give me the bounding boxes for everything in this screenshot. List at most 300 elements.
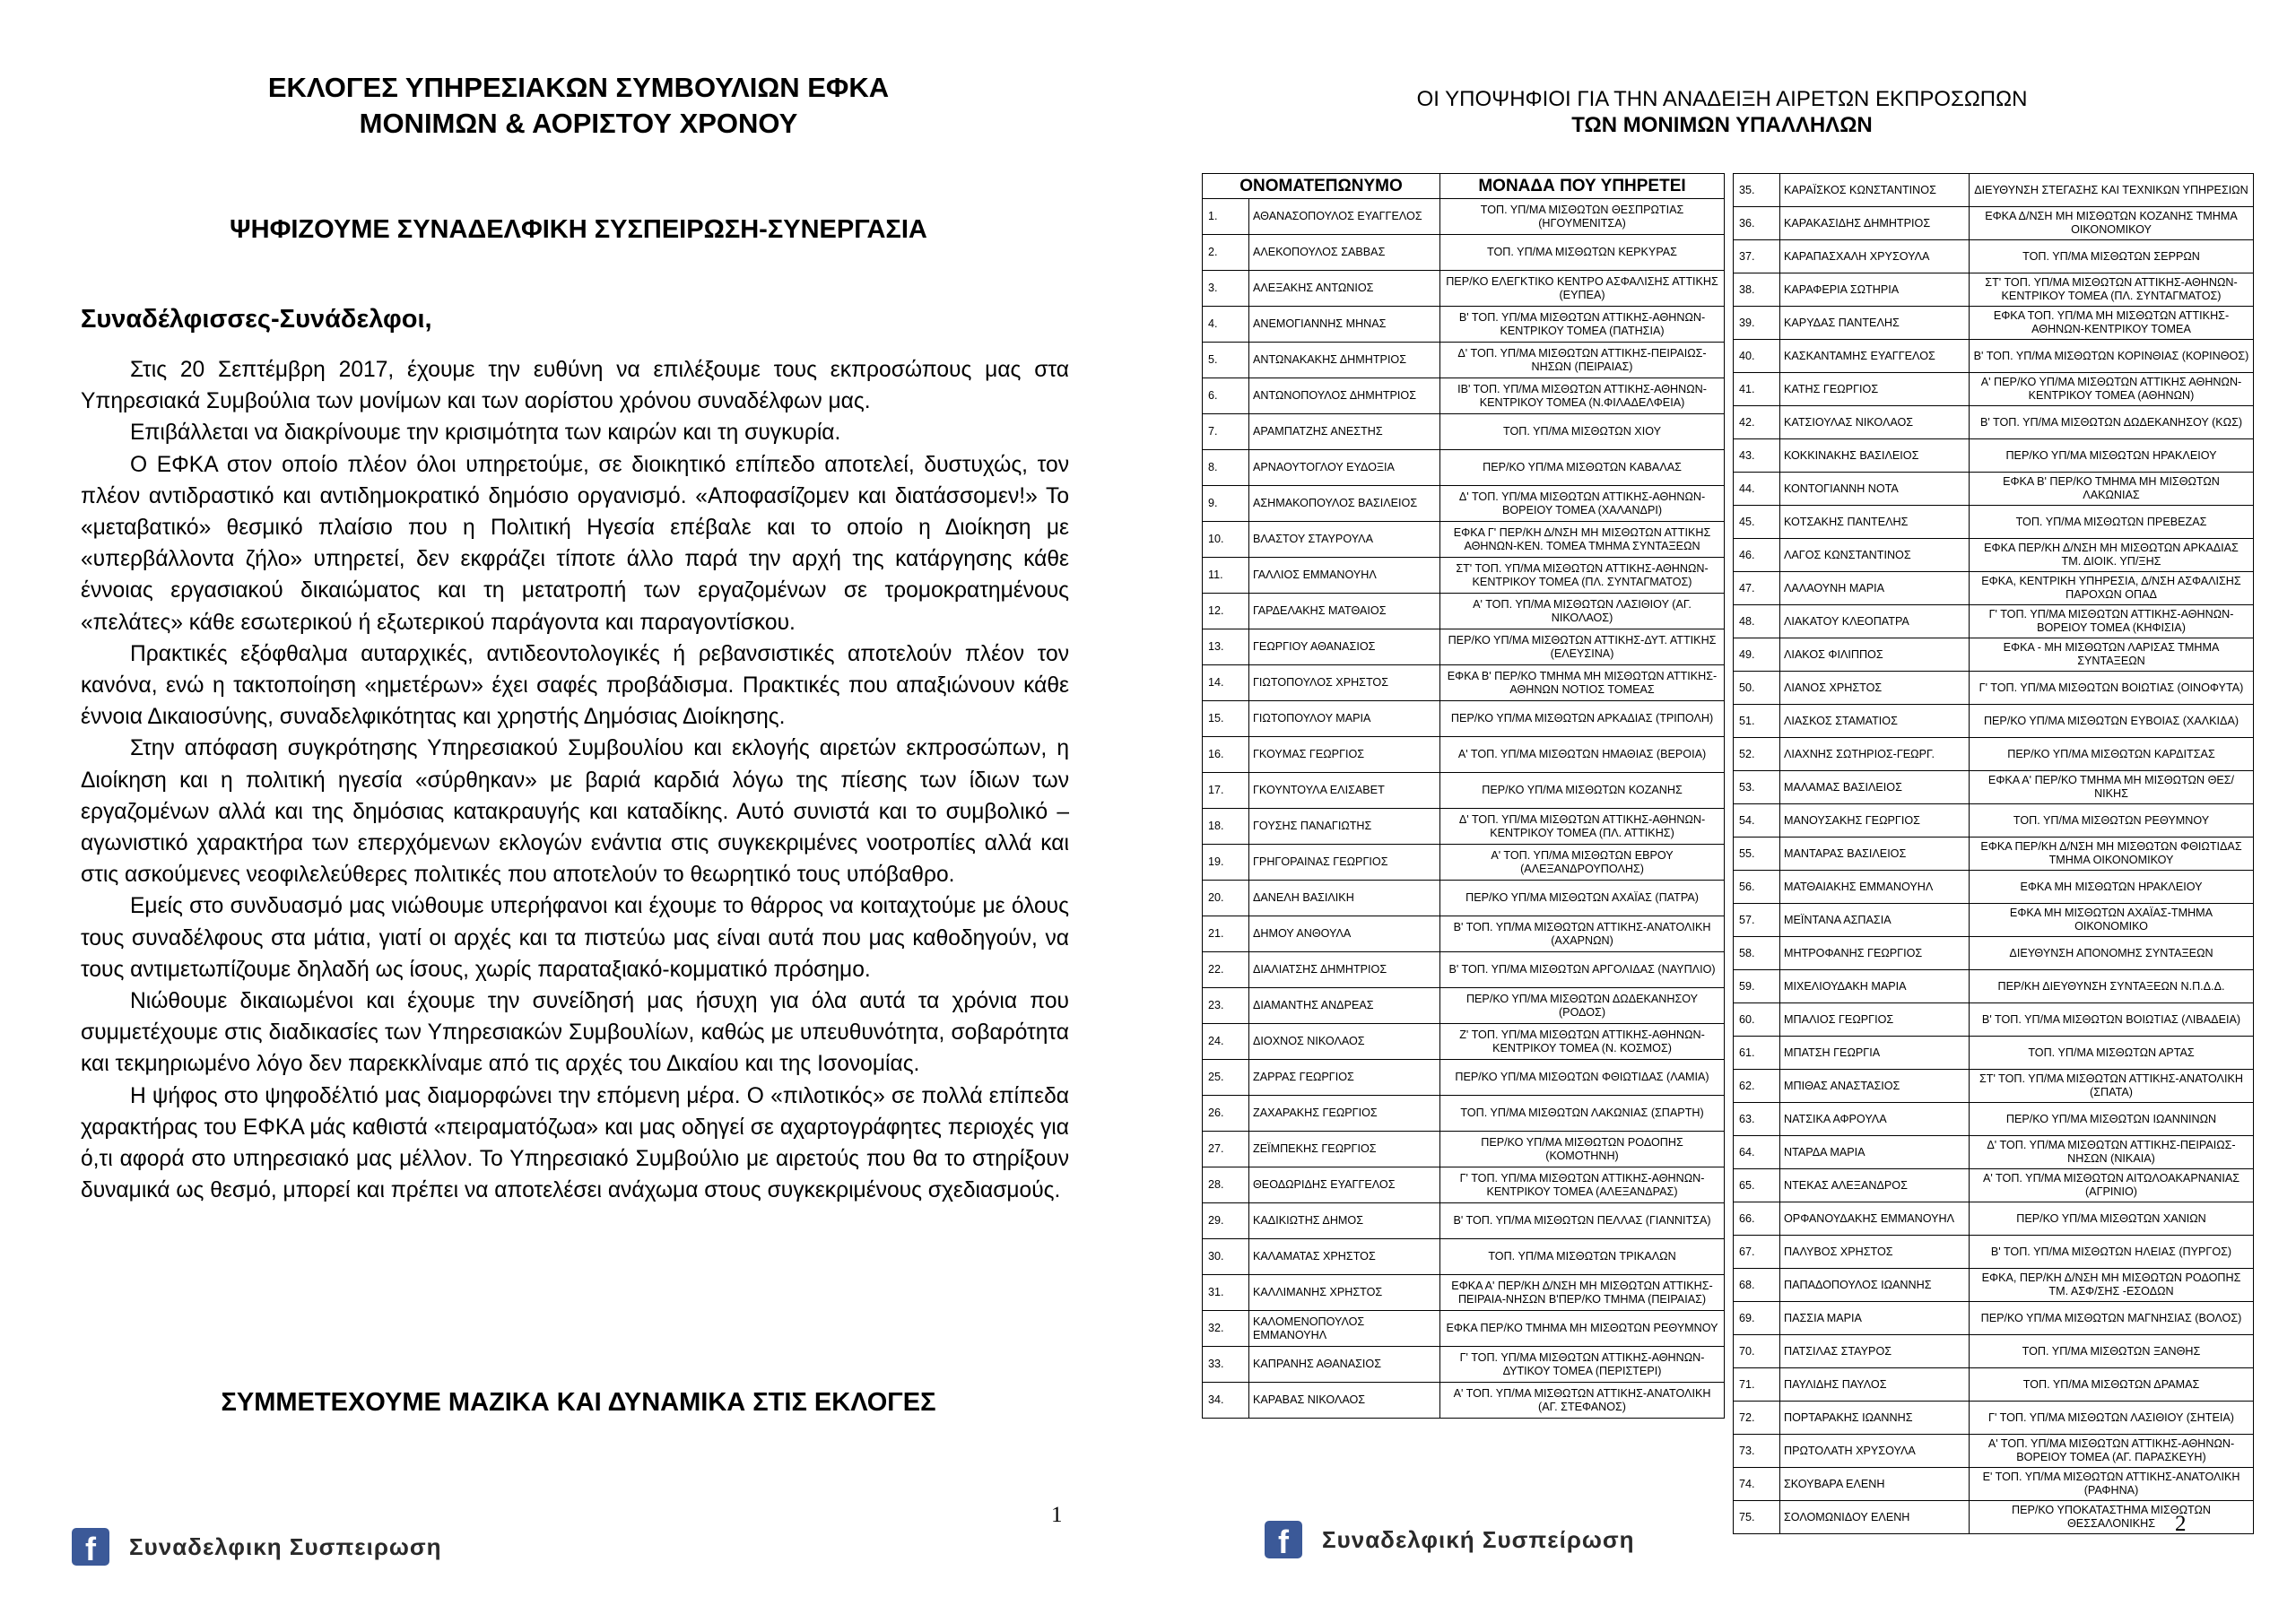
letter-paragraph: Εμείς στο συνδυασμό μας νιώθουμε υπερήφανοι και έχουμε το θάρρος να κοιταχτούμε με όλους τους συναδέλφους στα μάτια, γιατί οι αρχές και τα πιστεύω μας είναι αυτά που μας καθοδηγούν, να τους αντιμετωπίζουμε δηλαδή ως ίσους, χωρίς παραταξιακό-κομματικό πρόσημο. bbox=[81, 894, 1069, 982]
candidate-row bbox=[1203, 1239, 1725, 1275]
candidate-unit: ΠΕΡ/ΚΟ ΥΠ/ΜΑ ΜΙΣΘΩΤΩΝ ΧΑΝΙΩΝ bbox=[1970, 1202, 2254, 1236]
candidate-name: ΚΑΡΑΒΑΣ ΝΙΚΟΛΑΟΣ bbox=[1249, 1383, 1440, 1419]
candidate-name: ΜΕΪΝΤΑΝΑ ΑΣΠΑΣΙΑ bbox=[1780, 904, 1970, 937]
candidate-row bbox=[1734, 174, 2254, 207]
candidate-row bbox=[1734, 1037, 2254, 1070]
candidate-unit: Α' ΤΟΠ. ΥΠ/ΜΑ ΜΙΣΘΩΤΩΝ ΑΤΤΙΚΗΣ-ΑΝΑΤΟΛΙΚΗ (ΑΓ. ΣΤΕΦΑΝΟΣ) bbox=[1440, 1383, 1725, 1419]
candidate-number: 64. bbox=[1734, 1136, 1780, 1169]
candidate-row bbox=[1203, 1275, 1725, 1311]
candidate-number: 48. bbox=[1734, 605, 1780, 638]
candidate-name: ΜΑΛΑΜΑΣ ΒΑΣΙΛΕΙΟΣ bbox=[1780, 771, 1970, 804]
candidate-row bbox=[1203, 235, 1725, 271]
candidate-number: 71. bbox=[1734, 1368, 1780, 1402]
candidate-unit: ΕΦΚΑ Β' ΠΕΡ/ΚΟ ΤΜΗΜΑ ΜΗ ΜΙΣΘΩΤΩΝ ΛΑΚΩΝΙΑΣ bbox=[1970, 473, 2254, 506]
candidate-name: ΚΟΚΚΙΝΑΚΗΣ ΒΑΣΙΛΕΙΟΣ bbox=[1780, 439, 1970, 473]
candidate-unit: ΤΟΠ. ΥΠ/ΜΑ ΜΙΣΘΩΤΩΝ ΤΡΙΚΑΛΩΝ bbox=[1440, 1239, 1725, 1275]
candidate-unit: Α' ΤΟΠ. ΥΠ/ΜΑ ΜΙΣΘΩΤΩΝ ΑΤΤΙΚΗΣ-ΑΘΗΝΩΝ-ΒΟΡΕΙΟΥ ΤΟΜΕΑ (ΑΓ. ΠΑΡΑΣΚΕΥΗ) bbox=[1970, 1435, 2254, 1468]
candidates-table-right bbox=[1733, 173, 2254, 1534]
main-title-line1: ΕΚΛΟΓΕΣ ΥΠΗΡΕΣΙΑΚΩΝ ΣΥΜΒΟΥΛΙΩΝ ΕΦΚΑ bbox=[267, 72, 890, 103]
candidate-unit: ΠΕΡ/ΚΟ ΥΠ/ΜΑ ΜΙΣΘΩΤΩΝ ΚΑΒΑΛΑΣ bbox=[1440, 450, 1725, 486]
candidate-row bbox=[1203, 809, 1725, 845]
candidate-number: 7. bbox=[1203, 414, 1249, 450]
candidate-row bbox=[1203, 486, 1725, 522]
candidate-row bbox=[1734, 1236, 2254, 1269]
candidate-number: 70. bbox=[1734, 1335, 1780, 1368]
candidate-number: 38. bbox=[1734, 273, 1780, 307]
candidate-name: ΜΑΤΘΑΙΑΚΗΣ ΕΜΜΑΝΟΥΗΛ bbox=[1780, 871, 1970, 904]
candidate-number: 42. bbox=[1734, 406, 1780, 439]
candidate-number: 9. bbox=[1203, 486, 1249, 522]
candidate-name: ΑΡΑΜΠΑΤΖΗΣ ΑΝΕΣΤΗΣ bbox=[1249, 414, 1440, 450]
candidate-name: ΛΙΑΚΟΣ ΦΙΛΙΠΠΟΣ bbox=[1780, 638, 1970, 672]
candidate-number: 14. bbox=[1203, 665, 1249, 701]
candidate-row bbox=[1734, 904, 2254, 937]
candidate-row bbox=[1203, 881, 1725, 916]
candidate-unit: ΠΕΡ/ΚΟ ΥΠ/ΜΑ ΜΙΣΘΩΤΩΝ ΜΑΓΝΗΣΙΑΣ (ΒΟΛΟΣ) bbox=[1970, 1302, 2254, 1335]
candidate-number: 69. bbox=[1734, 1302, 1780, 1335]
candidate-unit: Γ' ΤΟΠ. ΥΠ/ΜΑ ΜΙΣΘΩΤΩΝ ΒΟΙΩΤΙΑΣ (ΟΙΝΟΦΥΤΑ) bbox=[1970, 672, 2254, 705]
candidate-row bbox=[1734, 539, 2254, 572]
candidate-unit: ΠΕΡ/ΚΟ ΥΠ/ΜΑ ΜΙΣΘΩΤΩΝ ΗΡΑΚΛΕΙΟΥ bbox=[1970, 439, 2254, 473]
candidate-row bbox=[1203, 450, 1725, 486]
candidate-name: ΠΑΠΑΔΟΠΟΥΛΟΣ ΙΩΑΝΝΗΣ bbox=[1780, 1269, 1970, 1302]
candidate-name: ΠΑΤΣΙΛΑΣ ΣΤΑΥΡΟΣ bbox=[1780, 1335, 1970, 1368]
candidate-row bbox=[1203, 845, 1725, 881]
page-2 bbox=[1148, 0, 2296, 1623]
candidate-number: 54. bbox=[1734, 804, 1780, 838]
candidate-number: 44. bbox=[1734, 473, 1780, 506]
candidate-name: ΓΑΛΛΙΟΣ ΕΜΜΑΝΟΥΗΛ bbox=[1249, 558, 1440, 594]
candidate-unit: ΕΦΚΑ - ΜΗ ΜΙΣΘΩΤΩΝ ΛΑΡΙΣΑΣ ΤΜΗΜΑ ΣΥΝΤΑΞΕΩΝ bbox=[1970, 638, 2254, 672]
candidate-name: ΓΑΡΔΕΛΑΚΗΣ ΜΑΤΘΑΙΟΣ bbox=[1249, 594, 1440, 629]
candidate-unit: ΤΟΠ. ΥΠ/ΜΑ ΜΙΣΘΩΤΩΝ ΧΙΟΥ bbox=[1440, 414, 1725, 450]
candidate-name: ΓΙΩΤΟΠΟΥΛΟΥ ΜΑΡΙΑ bbox=[1249, 701, 1440, 737]
candidate-row bbox=[1203, 199, 1725, 235]
candidate-unit: Β' ΤΟΠ. ΥΠ/ΜΑ ΜΙΣΘΩΤΩΝ ΠΕΛΛΑΣ (ΓΙΑΝΝΙΤΣΑ) bbox=[1440, 1203, 1725, 1239]
candidate-row bbox=[1203, 1167, 1725, 1203]
candidate-row bbox=[1203, 1024, 1725, 1060]
candidate-number: 8. bbox=[1203, 450, 1249, 486]
candidate-number: 72. bbox=[1734, 1402, 1780, 1435]
candidate-unit: ΕΦΚΑ ΜΗ ΜΙΣΘΩΤΩΝ ΑΧΑΪΑΣ-ΤΜΗΜΑ ΟΙΚΟΝΟΜΙΚΟ bbox=[1970, 904, 2254, 937]
candidate-unit: Β' ΤΟΠ. ΥΠ/ΜΑ ΜΙΣΘΩΤΩΝ ΚΟΡΙΝΘΙΑΣ (ΚΟΡΙΝΘΟΣ) bbox=[1970, 340, 2254, 373]
candidate-number: 41. bbox=[1734, 373, 1780, 406]
candidate-unit: Β' ΤΟΠ. ΥΠ/ΜΑ ΜΙΣΘΩΤΩΝ ΔΩΔΕΚΑΝΗΣΟΥ (ΚΩΣ) bbox=[1970, 406, 2254, 439]
candidate-unit: ΠΕΡ/ΚΟ ΥΠ/ΜΑ ΜΙΣΘΩΤΩΝ ΚΟΖΑΝΗΣ bbox=[1440, 773, 1725, 809]
candidate-name: ΑΝΕΜΟΓΙΑΝΝΗΣ ΜΗΝΑΣ bbox=[1249, 307, 1440, 343]
candidate-unit: ΙΒ' ΤΟΠ. ΥΠ/ΜΑ ΜΙΣΘΩΤΩΝ ΑΤΤΙΚΗΣ-ΑΘΗΝΩΝ-ΚΕΝΤΡΙΚΟΥ ΤΟΜΕΑ (Ν.ΦΙΛΑΔΕΛΦΕΙΑ) bbox=[1440, 378, 1725, 414]
candidate-row bbox=[1203, 307, 1725, 343]
candidate-number: 60. bbox=[1734, 1003, 1780, 1037]
letter-paragraph: Η ψήφος στο ψηφοδέλτιό μας διαμορφώνει την επόμενη μέρα. Ο «πιλοτικός» σε πολλά επίπεδα χαρακτήρας του ΕΦΚΑ μάς καθιστά «πειραματόζωα» και μας οδηγεί σε αχαρτογράφητες περιοχές για ό,τι αφορά στο υπηρεσιακό μας μέλλον. Το Υπηρεσιακό Συμβούλιο με αιρετούς που θα το στηρίξουν δυναμικά ως θεσμό, μπορεί και πρέπει να αποτελέσει ανάχωμα στους συγκεκριμένους σχεδιασμούς. bbox=[81, 1083, 1069, 1203]
candidate-row bbox=[1203, 952, 1725, 988]
candidate-row bbox=[1734, 937, 2254, 970]
candidate-number: 10. bbox=[1203, 522, 1249, 558]
candidate-name: ΣΟΛΟΜΩΝΙΔΟΥ ΕΛΕΝΗ bbox=[1780, 1501, 1970, 1534]
candidate-name: ΜΠΙΘΑΣ ΑΝΑΣΤΑΣΙΟΣ bbox=[1780, 1070, 1970, 1103]
footer-link[interactable] bbox=[1265, 1515, 1635, 1564]
candidate-unit: ΤΟΠ. ΥΠ/ΜΑ ΜΙΣΘΩΤΩΝ ΘΕΣΠΡΩΤΙΑΣ (ΗΓΟΥΜΕΝΙΤΣΑ) bbox=[1440, 199, 1725, 235]
candidate-name: ΜΗΤΡΟΦΑΝΗΣ ΓΕΩΡΓΙΟΣ bbox=[1780, 937, 1970, 970]
candidate-name: ΜΠΑΤΣΗ ΓΕΩΡΓΙΑ bbox=[1780, 1037, 1970, 1070]
candidate-number: 62. bbox=[1734, 1070, 1780, 1103]
candidate-number: 36. bbox=[1734, 207, 1780, 240]
candidate-number: 74. bbox=[1734, 1468, 1780, 1501]
candidate-number: 17. bbox=[1203, 773, 1249, 809]
candidate-unit: Α' ΠΕΡ/ΚΟ ΥΠ/ΜΑ ΜΙΣΘΩΤΩΝ ΑΤΤΙΚΗΣ ΑΘΗΝΩΝ-ΚΕΝΤΡΙΚΟΥ ΤΟΜΕΑ (ΑΘΗΝΩΝ) bbox=[1970, 373, 2254, 406]
candidate-unit: Δ' ΤΟΠ. ΥΠ/ΜΑ ΜΙΣΘΩΤΩΝ ΑΤΤΙΚΗΣ-ΠΕΙΡΑΙΩΣ-ΝΗΣΩΝ (ΝΙΚΑΙΑ) bbox=[1970, 1136, 2254, 1169]
candidate-row bbox=[1734, 473, 2254, 506]
candidate-row bbox=[1734, 340, 2254, 373]
candidate-name: ΚΑΡΑΠΑΣΧΑΛΗ ΧΡΥΣΟΥΛΑ bbox=[1780, 240, 1970, 273]
candidate-unit: ΕΦΚΑ ΠΕΡ/ΚΗ Δ/ΝΣΗ ΜΗ ΜΙΣΘΩΤΩΝ ΑΡΚΑΔΙΑΣ ΤΜ. ΔΙΟΙΚ. ΥΠ/ΞΗΣ bbox=[1970, 539, 2254, 572]
candidate-name: ΓΙΩΤΟΠΟΥΛΟΣ ΧΡΗΣΤΟΣ bbox=[1249, 665, 1440, 701]
candidate-number: 75. bbox=[1734, 1501, 1780, 1534]
candidate-name: ΔΑΝΕΛΗ ΒΑΣΙΛΙΚΗ bbox=[1249, 881, 1440, 916]
candidate-name: ΑΝΤΩΝΑΚΑΚΗΣ ΔΗΜΗΤΡΙΟΣ bbox=[1249, 343, 1440, 378]
candidate-unit: ΣΤ' ΤΟΠ. ΥΠ/ΜΑ ΜΙΣΘΩΤΩΝ ΑΤΤΙΚΗΣ-ΑΘΗΝΩΝ-ΚΕΝΤΡΙΚΟΥ ΤΟΜΕΑ (ΠΛ. ΣΥΝΤΑΓΜΑΤΟΣ) bbox=[1440, 558, 1725, 594]
candidate-row bbox=[1734, 406, 2254, 439]
main-title bbox=[81, 70, 1076, 142]
candidate-row bbox=[1203, 414, 1725, 450]
candidate-number: 46. bbox=[1734, 539, 1780, 572]
candidate-number: 57. bbox=[1734, 904, 1780, 937]
candidate-row bbox=[1734, 738, 2254, 771]
candidate-row bbox=[1734, 1468, 2254, 1501]
candidate-row bbox=[1203, 773, 1725, 809]
candidate-number: 30. bbox=[1203, 1239, 1249, 1275]
candidate-number: 5. bbox=[1203, 343, 1249, 378]
candidate-row bbox=[1734, 207, 2254, 240]
letter-paragraph: Στις 20 Σεπτέμβρη 2017, έχουμε την ευθύνη να επιλέξουμε τους εκπροσώπους μας στα Υπηρεσιακά Συμβούλια των μονίμων και των αορίστου χρόνου συναδέλφων μας. bbox=[81, 358, 1069, 414]
candidate-unit: Α' ΤΟΠ. ΥΠ/ΜΑ ΜΙΣΘΩΤΩΝ ΛΑΣΙΘΙΟΥ (ΑΓ. ΝΙΚΟΛΑΟΣ) bbox=[1440, 594, 1725, 629]
candidate-row bbox=[1203, 1060, 1725, 1096]
candidate-number: 56. bbox=[1734, 871, 1780, 904]
candidate-unit: Α' ΤΟΠ. ΥΠ/ΜΑ ΜΙΣΘΩΤΩΝ ΕΒΡΟΥ (ΑΛΕΞΑΝΔΡΟΥΠΟΛΗΣ) bbox=[1440, 845, 1725, 881]
letter-paragraph: Επιβάλλεται να διακρίνουμε την κρισιμότητα των καιρών και τη συγκυρία. bbox=[130, 421, 841, 446]
candidate-number: 61. bbox=[1734, 1037, 1780, 1070]
candidate-name: ΜΙΧΕΛΙΟΥΔΑΚΗ ΜΑΡΙΑ bbox=[1780, 970, 1970, 1003]
candidate-unit: ΤΟΠ. ΥΠ/ΜΑ ΜΙΣΘΩΤΩΝ ΣΕΡΡΩΝ bbox=[1970, 240, 2254, 273]
candidate-number: 28. bbox=[1203, 1167, 1249, 1203]
candidate-row bbox=[1734, 506, 2254, 539]
candidate-name: ΓΕΩΡΓΙΟΥ ΑΘΑΝΑΣΙΟΣ bbox=[1249, 629, 1440, 665]
candidate-row bbox=[1734, 970, 2254, 1003]
candidate-row bbox=[1734, 307, 2254, 340]
candidate-unit: ΤΟΠ. ΥΠ/ΜΑ ΜΙΣΘΩΤΩΝ ΞΑΝΘΗΣ bbox=[1970, 1335, 2254, 1368]
candidate-row bbox=[1203, 737, 1725, 773]
candidate-name: ΠΑΣΣΙΑ ΜΑΡΙΑ bbox=[1780, 1302, 1970, 1335]
candidate-number: 19. bbox=[1203, 845, 1249, 881]
candidate-row bbox=[1734, 439, 2254, 473]
candidate-number: 33. bbox=[1203, 1347, 1249, 1383]
candidate-unit: ΠΕΡ/ΚΟ ΥΠ/ΜΑ ΜΙΣΘΩΤΩΝ ΙΩΑΝΝΙΝΩΝ bbox=[1970, 1103, 2254, 1136]
candidate-unit: ΣΤ' ΤΟΠ. ΥΠ/ΜΑ ΜΙΣΘΩΤΩΝ ΑΤΤΙΚΗΣ-ΑΘΗΝΩΝ-ΚΕΝΤΡΙΚΟΥ ΤΟΜΕΑ (ΠΛ. ΣΥΝΤΑΓΜΑΤΟΣ) bbox=[1970, 273, 2254, 307]
candidate-row bbox=[1203, 1203, 1725, 1239]
candidate-row bbox=[1734, 373, 2254, 406]
candidate-name: ΔΙΟΧΝΟΣ ΝΙΚΟΛΑΟΣ bbox=[1249, 1024, 1440, 1060]
candidate-unit: ΠΕΡ/ΚΟ ΥΠΟΚΑΤΑΣΤΗΜΑ ΜΙΣΘΩΤΩΝ ΘΕΣΣΑΛΟΝΙΚΗΣ bbox=[1970, 1501, 2254, 1534]
candidate-unit: Β' ΤΟΠ. ΥΠ/ΜΑ ΜΙΣΘΩΤΩΝ ΑΤΤΙΚΗΣ-ΑΝΑΤΟΛΙΚΗ (ΑΧΑΡΝΩΝ) bbox=[1440, 916, 1725, 952]
candidate-name: ΜΠΑΛΙΟΣ ΓΕΩΡΓΙΟΣ bbox=[1780, 1003, 1970, 1037]
candidate-row bbox=[1734, 1302, 2254, 1335]
candidate-number: 29. bbox=[1203, 1203, 1249, 1239]
candidate-name: ΜΑΝΟΥΣΑΚΗΣ ΓΕΩΡΓΙΟΣ bbox=[1780, 804, 1970, 838]
candidate-row bbox=[1734, 1003, 2254, 1037]
candidate-number: 3. bbox=[1203, 271, 1249, 307]
candidate-number: 31. bbox=[1203, 1275, 1249, 1311]
letter-paragraph: Νιώθουμε δικαιωμένοι και έχουμε την συνείδησή μας ήσυχη για όλα αυτά τα χρόνια που συμμετέχουμε στις διαδικασίες των Υπηρεσιακών Συμβουλίων, καθώς με υπευθυνότητα, σοβαρότητα και τεκμηριωμένο λόγο δεν παρεκκλίναμε από τις αρχές του Δικαίου και της Ισονομίας. bbox=[81, 989, 1069, 1077]
candidate-row bbox=[1734, 1368, 2254, 1402]
candidate-unit: ΠΕΡ/ΚΟ ΕΛΕΓΚΤΙΚΟ ΚΕΝΤΡΟ ΑΣΦΑΛΙΣΗΣ ΑΤΤΙΚΗΣ (ΕΥΠΕΑ) bbox=[1440, 271, 1725, 307]
candidate-number: 49. bbox=[1734, 638, 1780, 672]
candidate-number: 24. bbox=[1203, 1024, 1249, 1060]
candidate-unit: Δ' ΤΟΠ. ΥΠ/ΜΑ ΜΙΣΘΩΤΩΝ ΑΤΤΙΚΗΣ-ΠΕΙΡΑΙΩΣ-ΝΗΣΩΝ (ΠΕΙΡΑΙΑΣ) bbox=[1440, 343, 1725, 378]
candidate-unit: ΠΕΡ/ΚΟ ΥΠ/ΜΑ ΜΙΣΘΩΤΩΝ ΡΟΔΟΠΗΣ (ΚΟΜΟΤΗΝΗ) bbox=[1440, 1132, 1725, 1167]
candidate-name: ΚΑΡΑΪΣΚΟΣ ΚΩΝΣΤΑΝΤΙΝΟΣ bbox=[1780, 174, 1970, 207]
candidate-row bbox=[1734, 1103, 2254, 1136]
candidate-name: ΑΘΑΝΑΣΟΠΟΥΛΟΣ ΕΥΑΓΓΕΛΟΣ bbox=[1249, 199, 1440, 235]
candidate-name: ΠΟΡΤΑΡΑΚΗΣ ΙΩΑΝΝΗΣ bbox=[1780, 1402, 1970, 1435]
candidate-name: ΒΛΑΣΤΟΥ ΣΤΑΥΡΟΥΛΑ bbox=[1249, 522, 1440, 558]
candidate-name: ΚΑΔΙΚΙΩΤΗΣ ΔΗΜΟΣ bbox=[1249, 1203, 1440, 1239]
candidate-unit: Ε' ΤΟΠ. ΥΠ/ΜΑ ΜΙΣΘΩΤΩΝ ΑΤΤΙΚΗΣ-ΑΝΑΤΟΛΙΚΗ (ΡΑΦΗΝΑ) bbox=[1970, 1468, 2254, 1501]
candidate-row bbox=[1734, 572, 2254, 605]
candidate-unit: ΣΤ' ΤΟΠ. ΥΠ/ΜΑ ΜΙΣΘΩΤΩΝ ΑΤΤΙΚΗΣ-ΑΝΑΤΟΛΙΚΗ (ΣΠΑΤΑ) bbox=[1970, 1070, 2254, 1103]
candidate-row bbox=[1734, 1070, 2254, 1103]
candidate-unit: ΤΟΠ. ΥΠ/ΜΑ ΜΙΣΘΩΤΩΝ ΡΕΘΥΜΝΟΥ bbox=[1970, 804, 2254, 838]
candidate-unit: Δ' ΤΟΠ. ΥΠ/ΜΑ ΜΙΣΘΩΤΩΝ ΑΤΤΙΚΗΣ-ΑΘΗΝΩΝ-ΒΟΡΕΙΟΥ ΤΟΜΕΑ (ΧΑΛΑΝΔΡΙ) bbox=[1440, 486, 1725, 522]
candidate-row bbox=[1734, 1435, 2254, 1468]
candidate-unit: ΠΕΡ/ΚΟ ΥΠ/ΜΑ ΜΙΣΘΩΤΩΝ ΑΧΑΪΑΣ (ΠΑΤΡΑ) bbox=[1440, 881, 1725, 916]
candidate-name: ΚΟΝΤΟΓΙΑΝΝΗ ΝΟΤΑ bbox=[1780, 473, 1970, 506]
candidate-name: ΓΚΟΥΜΑΣ ΓΕΩΡΓΙΟΣ bbox=[1249, 737, 1440, 773]
candidate-unit: Γ' ΤΟΠ. ΥΠ/ΜΑ ΜΙΣΘΩΤΩΝ ΑΤΤΙΚΗΣ-ΑΘΗΝΩΝ-ΒΟΡΕΙΟΥ ΤΟΜΕΑ (ΚΗΦΙΣΙΑ) bbox=[1970, 605, 2254, 638]
candidate-name: ΚΑΡΑΦΕΡΙΑ ΣΩΤΗΡΙΑ bbox=[1780, 273, 1970, 307]
candidate-unit: Γ' ΤΟΠ. ΥΠ/ΜΑ ΜΙΣΘΩΤΩΝ ΛΑΣΙΘΙΟΥ (ΣΗΤΕΙΑ) bbox=[1970, 1402, 2254, 1435]
candidate-row bbox=[1734, 804, 2254, 838]
candidate-name: ΚΑΡΑΚΑΣΙΔΗΣ ΔΗΜΗΤΡΙΟΣ bbox=[1780, 207, 1970, 240]
candidate-row bbox=[1203, 1383, 1725, 1419]
candidate-name: ΚΑΛΟΜΕΝΟΠΟΥΛΟΣ ΕΜΜΑΝΟΥΗΛ bbox=[1249, 1311, 1440, 1347]
facebook-icon: f bbox=[72, 1528, 109, 1566]
candidate-number: 12. bbox=[1203, 594, 1249, 629]
candidate-row bbox=[1734, 871, 2254, 904]
candidate-number: 55. bbox=[1734, 838, 1780, 871]
candidate-number: 67. bbox=[1734, 1236, 1780, 1269]
candidate-name: ΚΑΤΣΙΟΥΛΑΣ ΝΙΚΟΛΑΟΣ bbox=[1780, 406, 1970, 439]
candidate-number: 37. bbox=[1734, 240, 1780, 273]
candidate-number: 16. bbox=[1203, 737, 1249, 773]
candidate-unit: ΠΕΡ/ΚΟ ΥΠ/ΜΑ ΜΙΣΘΩΤΩΝ ΦΘΙΩΤΙΔΑΣ (ΛΑΜΙΑ) bbox=[1440, 1060, 1725, 1096]
candidate-row bbox=[1203, 594, 1725, 629]
candidate-name: ΚΑΣΚΑΝΤΑΜΗΣ ΕΥΑΓΓΕΛΟΣ bbox=[1780, 340, 1970, 373]
candidate-number: 22. bbox=[1203, 952, 1249, 988]
candidate-number: 27. bbox=[1203, 1132, 1249, 1167]
candidate-number: 20. bbox=[1203, 881, 1249, 916]
candidate-unit: ΕΦΚΑ ΠΕΡ/ΚΗ Δ/ΝΣΗ ΜΗ ΜΙΣΘΩΤΩΝ ΦΘΙΩΤΙΔΑΣ ΤΜΗΜΑ ΟΙΚΟΝΟΜΙΚΟΥ bbox=[1970, 838, 2254, 871]
candidate-unit: Γ' ΤΟΠ. ΥΠ/ΜΑ ΜΙΣΘΩΤΩΝ ΑΤΤΙΚΗΣ-ΑΘΗΝΩΝ-ΔΥΤΙΚΟΥ ΤΟΜΕΑ (ΠΕΡΙΣΤΕΡΙ) bbox=[1440, 1347, 1725, 1383]
candidate-name: ΣΚΟΥΒΑΡΑ ΕΛΕΝΗ bbox=[1780, 1468, 1970, 1501]
column-header-name: ΟΝΟΜΑΤΕΠΩΝΥΜΟ bbox=[1203, 174, 1440, 199]
column-header-unit: ΜΟΝΑΔΑ ΠΟΥ ΥΠΗΡΕΤΕΙ bbox=[1440, 174, 1725, 199]
candidate-number: 39. bbox=[1734, 307, 1780, 340]
candidate-name: ΚΑΛΑΜΑΤΑΣ ΧΡΗΣΤΟΣ bbox=[1249, 1239, 1440, 1275]
candidate-name: ΛΙΑΧΝΗΣ ΣΩΤΗΡΙΟΣ-ΓΕΩΡΓ. bbox=[1780, 738, 1970, 771]
candidate-unit: ΕΦΚΑ Γ' ΠΕΡ/ΚΗ Δ/ΝΣΗ ΜΗ ΜΙΣΘΩΤΩΝ ΑΤΤΙΚΗΣ ΑΘΗΝΩΝ-ΚΕΝ. ΤΟΜΕΑ ΤΜΗΜΑ ΣΥΝΤΑΞΕΩΝ bbox=[1440, 522, 1725, 558]
candidate-row bbox=[1734, 605, 2254, 638]
candidate-unit: ΕΦΚΑ Α' ΠΕΡ/ΚΗ Δ/ΝΣΗ ΜΗ ΜΙΣΘΩΤΩΝ ΑΤΤΙΚΗΣ-ΠΕΙΡΑΙΑ-ΝΗΣΩΝ Β'ΠΕΡ/ΚΟ ΤΜΗΜΑ (ΠΕΙΡΑΙΑΣ) bbox=[1440, 1275, 1725, 1311]
candidate-name: ΖΕΪΜΠΕΚΗΣ ΓΕΩΡΓΙΟΣ bbox=[1249, 1132, 1440, 1167]
candidate-name: ΘΕΟΔΩΡΙΔΗΣ ΕΥΑΓΓΕΛΟΣ bbox=[1249, 1167, 1440, 1203]
candidate-number: 32. bbox=[1203, 1311, 1249, 1347]
candidate-number: 34. bbox=[1203, 1383, 1249, 1419]
candidate-unit: ΠΕΡ/ΚΟ ΥΠ/ΜΑ ΜΙΣΘΩΤΩΝ ΑΡΚΑΔΙΑΣ (ΤΡΙΠΟΛΗ) bbox=[1440, 701, 1725, 737]
candidate-name: ΖΑΡΡΑΣ ΓΕΩΡΓΙΟΣ bbox=[1249, 1060, 1440, 1096]
page-number: 2 bbox=[2175, 1512, 2187, 1536]
candidate-row bbox=[1203, 701, 1725, 737]
candidate-number: 65. bbox=[1734, 1169, 1780, 1202]
letter-body bbox=[81, 354, 1069, 1206]
candidate-name: ΑΛΕΚΟΠΟΥΛΟΣ ΣΑΒΒΑΣ bbox=[1249, 235, 1440, 271]
candidate-name: ΠΡΩΤΟΛΑΤΗ ΧΡΥΣΟΥΛΑ bbox=[1780, 1435, 1970, 1468]
candidate-row bbox=[1734, 1202, 2254, 1236]
candidate-unit: ΤΟΠ. ΥΠ/ΜΑ ΜΙΣΘΩΤΩΝ ΛΑΚΩΝΙΑΣ (ΣΠΑΡΤΗ) bbox=[1440, 1096, 1725, 1132]
candidate-unit: ΠΕΡ/ΚΗ ΔΙΕΥΘΥΝΣΗ ΣΥΝΤΑΞΕΩΝ Ν.Π.Δ.Δ. bbox=[1970, 970, 2254, 1003]
candidate-number: 25. bbox=[1203, 1060, 1249, 1096]
candidate-number: 21. bbox=[1203, 916, 1249, 952]
candidate-row bbox=[1734, 838, 2254, 871]
candidate-name: ΑΛΕΞΑΚΗΣ ΑΝΤΩΝΙΟΣ bbox=[1249, 271, 1440, 307]
candidate-name: ΝΤΑΡΔΑ ΜΑΡΙΑ bbox=[1780, 1136, 1970, 1169]
candidate-unit: ΤΟΠ. ΥΠ/ΜΑ ΜΙΣΘΩΤΩΝ ΚΕΡΚΥΡΑΣ bbox=[1440, 235, 1725, 271]
letter-paragraph: Ο ΕΦΚΑ στον οποίο πλέον όλοι υπηρετούμε, σε διοικητικό επίπεδο αποτελεί, δυστυχώς, τον πλέον αντιδραστικό και αντιδημοκρατικό δημόσιο οργανισμό. «Αποφασίζομεν και διατάσσομεν!» Το «μεταβατικό» θεσμικό πλαίσιο που η Πολιτική Ηγεσία επέβαλε και το οποίο η Διοίκηση με «υπερβάλλοντα ζήλο» υπηρετεί, δεν εκφράζει τίποτε άλλο παρά την αρχή της κατάργησης κάθε έννοιας εργασιακού δικαιώματος και τη μετατροπή των εργαζομένων σε τρομοκρατημένους «πελάτες» κάθε εσωτερικού ή εξωτερικού παράγοντα και παραγοντίσκου. bbox=[81, 452, 1069, 635]
candidate-row bbox=[1203, 1096, 1725, 1132]
candidate-unit: ΠΕΡ/ΚΟ ΥΠ/ΜΑ ΜΙΣΘΩΤΩΝ ΑΤΤΙΚΗΣ-ΔΥΤ. ΑΤΤΙΚΗΣ (ΕΛΕΥΣΙΝΑ) bbox=[1440, 629, 1725, 665]
candidate-row bbox=[1203, 378, 1725, 414]
candidate-name: ΓΡΗΓΟΡΑΙΝΑΣ ΓΕΩΡΓΙΟΣ bbox=[1249, 845, 1440, 881]
candidate-unit: ΤΟΠ. ΥΠ/ΜΑ ΜΙΣΘΩΤΩΝ ΠΡΕΒΕΖΑΣ bbox=[1970, 506, 2254, 539]
footer-text: Συναδελφική Συσπείρωση bbox=[1322, 1525, 1635, 1553]
candidate-unit: Α' ΤΟΠ. ΥΠ/ΜΑ ΜΙΣΘΩΤΩΝ ΗΜΑΘΙΑΣ (ΒΕΡΟΙΑ) bbox=[1440, 737, 1725, 773]
candidate-number: 58. bbox=[1734, 937, 1780, 970]
candidate-unit: Γ' ΤΟΠ. ΥΠ/ΜΑ ΜΙΣΘΩΤΩΝ ΑΤΤΙΚΗΣ-ΑΘΗΝΩΝ- ΚΕΝΤΡΙΚΟΥ ΤΟΜΕΑ (ΑΛΕΞΑΝΔΡΑΣ) bbox=[1440, 1167, 1725, 1203]
candidate-unit: Β' ΤΟΠ. ΥΠ/ΜΑ ΜΙΣΘΩΤΩΝ ΑΤΤΙΚΗΣ-ΑΘΗΝΩΝ- ΚΕΝΤΡΙΚΟΥ ΤΟΜΕΑ (ΠΑΤΗΣΙΑ) bbox=[1440, 307, 1725, 343]
candidate-number: 43. bbox=[1734, 439, 1780, 473]
candidate-unit: Α' ΤΟΠ. ΥΠ/ΜΑ ΜΙΣΘΩΤΩΝ ΑΙΤΩΛΟΑΚΑΡΝΑΝΙΑΣ (ΑΓΡΙΝΙΟ) bbox=[1970, 1169, 2254, 1202]
candidate-name: ΑΡΝΑΟΥΤΟΓΛΟΥ ΕΥΔΟΞΙΑ bbox=[1249, 450, 1440, 486]
candidate-row bbox=[1203, 665, 1725, 701]
candidate-number: 35. bbox=[1734, 174, 1780, 207]
candidate-number: 11. bbox=[1203, 558, 1249, 594]
candidate-unit: ΕΦΚΑ Δ/ΝΣΗ ΜΗ ΜΙΣΘΩΤΩΝ ΚΟΖΑΝΗΣ ΤΜΗΜΑ ΟΙΚΟΝΟΜΙΚΟΥ bbox=[1970, 207, 2254, 240]
candidate-row bbox=[1734, 638, 2254, 672]
candidate-name: ΟΡΦΑΝΟΥΔΑΚΗΣ ΕΜΜΑΝΟΥΗΛ bbox=[1780, 1202, 1970, 1236]
candidate-name: ΚΑΛΛΙΜΑΝΗΣ ΧΡΗΣΤΟΣ bbox=[1249, 1275, 1440, 1311]
candidate-unit: ΠΕΡ/ΚΟ ΥΠ/ΜΑ ΜΙΣΘΩΤΩΝ ΔΩΔΕΚΑΝΗΣΟΥ (ΡΟΔΟΣ) bbox=[1440, 988, 1725, 1024]
greeting: Συναδέλφισσες-Συνάδελφοι, bbox=[81, 305, 432, 334]
candidate-unit: ΕΦΚΑ, ΠΕΡ/ΚΗ Δ/ΝΣΗ ΜΗ ΜΙΣΘΩΤΩΝ ΡΟΔΟΠΗΣ ΤΜ. ΑΣΦ/ΣΗΣ -ΕΣΟΔΩΝ bbox=[1970, 1269, 2254, 1302]
candidate-unit: Β' ΤΟΠ. ΥΠ/ΜΑ ΜΙΣΘΩΤΩΝ ΒΟΙΩΤΙΑΣ (ΛΙΒΑΔΕΙΑ) bbox=[1970, 1003, 2254, 1037]
page-number: 1 bbox=[1051, 1503, 1063, 1527]
candidate-name: ΚΑΤΗΣ ΓΕΩΡΓΙΟΣ bbox=[1780, 373, 1970, 406]
candidate-name: ΚΟΤΣΑΚΗΣ ΠΑΝΤΕΛΗΣ bbox=[1780, 506, 1970, 539]
candidate-unit: ΕΦΚΑ ΤΟΠ. ΥΠ/ΜΑ ΜΗ ΜΙΣΘΩΤΩΝ ΑΤΤΙΚΗΣ-ΑΘΗΝΩΝ-ΚΕΝΤΡΙΚΟΥ ΤΟΜΕΑ bbox=[1970, 307, 2254, 340]
candidate-row bbox=[1734, 1169, 2254, 1202]
facebook-icon: f bbox=[1265, 1521, 1302, 1558]
candidate-name: ΚΑΡΥΔΑΣ ΠΑΝΤΕΛΗΣ bbox=[1780, 307, 1970, 340]
candidate-number: 15. bbox=[1203, 701, 1249, 737]
candidate-name: ΛΙΑΣΚΟΣ ΣΤΑΜΑΤΙΟΣ bbox=[1780, 705, 1970, 738]
candidate-name: ΓΟΥΣΗΣ ΠΑΝΑΓΙΩΤΗΣ bbox=[1249, 809, 1440, 845]
candidate-name: ΠΑΛΥΒΟΣ ΧΡΗΣΤΟΣ bbox=[1780, 1236, 1970, 1269]
candidate-name: ΓΚΟΥΝΤΟΥΛΑ ΕΛΙΣΑΒΕΤ bbox=[1249, 773, 1440, 809]
candidate-unit: ΕΦΚΑ Α' ΠΕΡ/ΚΟ ΤΜΗΜΑ ΜΗ ΜΙΣΘΩΤΩΝ ΘΕΣ/ΝΙΚΗΣ bbox=[1970, 771, 2254, 804]
candidate-unit: ΠΕΡ/ΚΟ ΥΠ/ΜΑ ΜΙΣΘΩΤΩΝ ΕΥΒΟΙΑΣ (ΧΑΛΚΙΔΑ) bbox=[1970, 705, 2254, 738]
candidate-number: 45. bbox=[1734, 506, 1780, 539]
candidate-row bbox=[1203, 1311, 1725, 1347]
candidate-unit: ΠΕΡ/ΚΟ ΥΠ/ΜΑ ΜΙΣΘΩΤΩΝ ΚΑΡΔΙΤΣΑΣ bbox=[1970, 738, 2254, 771]
candidate-unit: ΤΟΠ. ΥΠ/ΜΑ ΜΙΣΘΩΤΩΝ ΑΡΤΑΣ bbox=[1970, 1037, 2254, 1070]
candidate-number: 26. bbox=[1203, 1096, 1249, 1132]
candidate-number: 63. bbox=[1734, 1103, 1780, 1136]
candidate-number: 40. bbox=[1734, 340, 1780, 373]
candidate-number: 73. bbox=[1734, 1435, 1780, 1468]
candidate-unit: ΕΦΚΑ Β' ΠΕΡ/ΚΟ ΤΜΗΜΑ ΜΗ ΜΙΣΘΩΤΩΝ ΑΤΤΙΚΗΣ-ΑΘΗΝΩΝ ΝΟΤΙΟΣ ΤΟΜΕΑΣ bbox=[1440, 665, 1725, 701]
candidates-title bbox=[1220, 86, 2224, 138]
candidate-name: ΝΤΕΚΑΣ ΑΛΕΞΑΝΔΡΟΣ bbox=[1780, 1169, 1970, 1202]
candidate-row bbox=[1203, 271, 1725, 307]
main-title-line2: ΜΟΝΙΜΩΝ & ΑΟΡΙΣΤΟΥ ΧΡΟΝΟΥ bbox=[359, 108, 798, 139]
candidate-unit: ΔΙΕΥΘΥΝΣΗ ΑΠΟΝΟΜΗΣ ΣΥΝΤΑΞΕΩΝ bbox=[1970, 937, 2254, 970]
candidate-name: ΛΑΓΟΣ ΚΩΝΣΤΑΝΤΙΝΟΣ bbox=[1780, 539, 1970, 572]
candidate-row bbox=[1203, 558, 1725, 594]
candidate-name: ΛΙΑΚΑΤΟΥ ΚΛΕΟΠΑΤΡΑ bbox=[1780, 605, 1970, 638]
candidate-number: 2. bbox=[1203, 235, 1249, 271]
candidate-row bbox=[1734, 1335, 2254, 1368]
candidates-title-line2: ΤΩΝ ΜΟΝΙΜΩΝ ΥΠΑΛΛΗΛΩΝ bbox=[1571, 113, 1873, 137]
letter-paragraph: Πρακτικές εξόφθαλμα αυταρχικές, αντιδεοντολογικές ή ρεβανσιστικές αποτελούν πλέον τον κανόνα, ενώ η τακτοποίηση «ημετέρων» έχει σαφές προβάδισμα. Πρακτικές που απαξιώνουν κάθε έννοια Δικαιοσύνης, συναδελφικότητας και χρηστής Δημόσιας Διοίκησης. bbox=[81, 641, 1069, 730]
candidate-name: ΔΙΑΛΙΑΤΣΗΣ ΔΗΜΗΤΡΙΟΣ bbox=[1249, 952, 1440, 988]
candidate-row bbox=[1203, 629, 1725, 665]
footer-text: Συναδελφικη Συσπειρωση bbox=[129, 1532, 442, 1560]
candidate-unit: Β' ΤΟΠ. ΥΠ/ΜΑ ΜΙΣΘΩΤΩΝ ΑΡΓΟΛΙΔΑΣ (ΝΑΥΠΛΙΟ) bbox=[1440, 952, 1725, 988]
closing-heading: ΣΥΜΜΕΤΕΧΟΥΜΕ ΜΑΖΙΚΑ ΚΑΙ ΔΥΝΑΜΙΚΑ ΣΤΙΣ ΕΚΛΟΓΕΣ bbox=[221, 1388, 936, 1417]
candidate-unit: ΤΟΠ. ΥΠ/ΜΑ ΜΙΣΘΩΤΩΝ ΔΡΑΜΑΣ bbox=[1970, 1368, 2254, 1402]
candidates-table-left bbox=[1202, 173, 1725, 1419]
candidate-name: ΛΙΑΝΟΣ ΧΡΗΣΤΟΣ bbox=[1780, 672, 1970, 705]
footer-link[interactable] bbox=[72, 1523, 442, 1571]
candidate-row bbox=[1203, 343, 1725, 378]
candidate-name: ΔΗΜΟΥ ΑΝΘΟΥΛΑ bbox=[1249, 916, 1440, 952]
candidate-number: 52. bbox=[1734, 738, 1780, 771]
candidate-row bbox=[1203, 988, 1725, 1024]
candidate-name: ΔΙΑΜΑΝΤΗΣ ΑΝΔΡΕΑΣ bbox=[1249, 988, 1440, 1024]
candidate-row bbox=[1734, 672, 2254, 705]
candidate-name: ΖΑΧΑΡΑΚΗΣ ΓΕΩΡΓΙΟΣ bbox=[1249, 1096, 1440, 1132]
candidate-name: ΑΝΤΩΝΟΠΟΥΛΟΣ ΔΗΜΗΤΡΙΟΣ bbox=[1249, 378, 1440, 414]
candidate-row bbox=[1734, 1269, 2254, 1302]
candidate-number: 1. bbox=[1203, 199, 1249, 235]
candidate-unit: Δ' ΤΟΠ. ΥΠ/ΜΑ ΜΙΣΘΩΤΩΝ ΑΤΤΙΚΗΣ-ΑΘΗΝΩΝ-ΚΕΝΤΡΙΚΟΥ ΤΟΜΕΑ (ΠΛ. ΑΤΤΙΚΗΣ) bbox=[1440, 809, 1725, 845]
candidate-number: 18. bbox=[1203, 809, 1249, 845]
candidate-row bbox=[1203, 916, 1725, 952]
candidate-number: 13. bbox=[1203, 629, 1249, 665]
candidate-name: ΑΣΗΜΑΚΟΠΟΥΛΟΣ ΒΑΣΙΛΕΙΟΣ bbox=[1249, 486, 1440, 522]
candidate-number: 23. bbox=[1203, 988, 1249, 1024]
candidate-unit: Ζ' ΤΟΠ. ΥΠ/ΜΑ ΜΙΣΘΩΤΩΝ ΑΤΤΙΚΗΣ-ΑΘΗΝΩΝ- ΚΕΝΤΡΙΚΟΥ ΤΟΜΕΑ (Ν. ΚΟΣΜΟΣ) bbox=[1440, 1024, 1725, 1060]
candidate-number: 59. bbox=[1734, 970, 1780, 1003]
